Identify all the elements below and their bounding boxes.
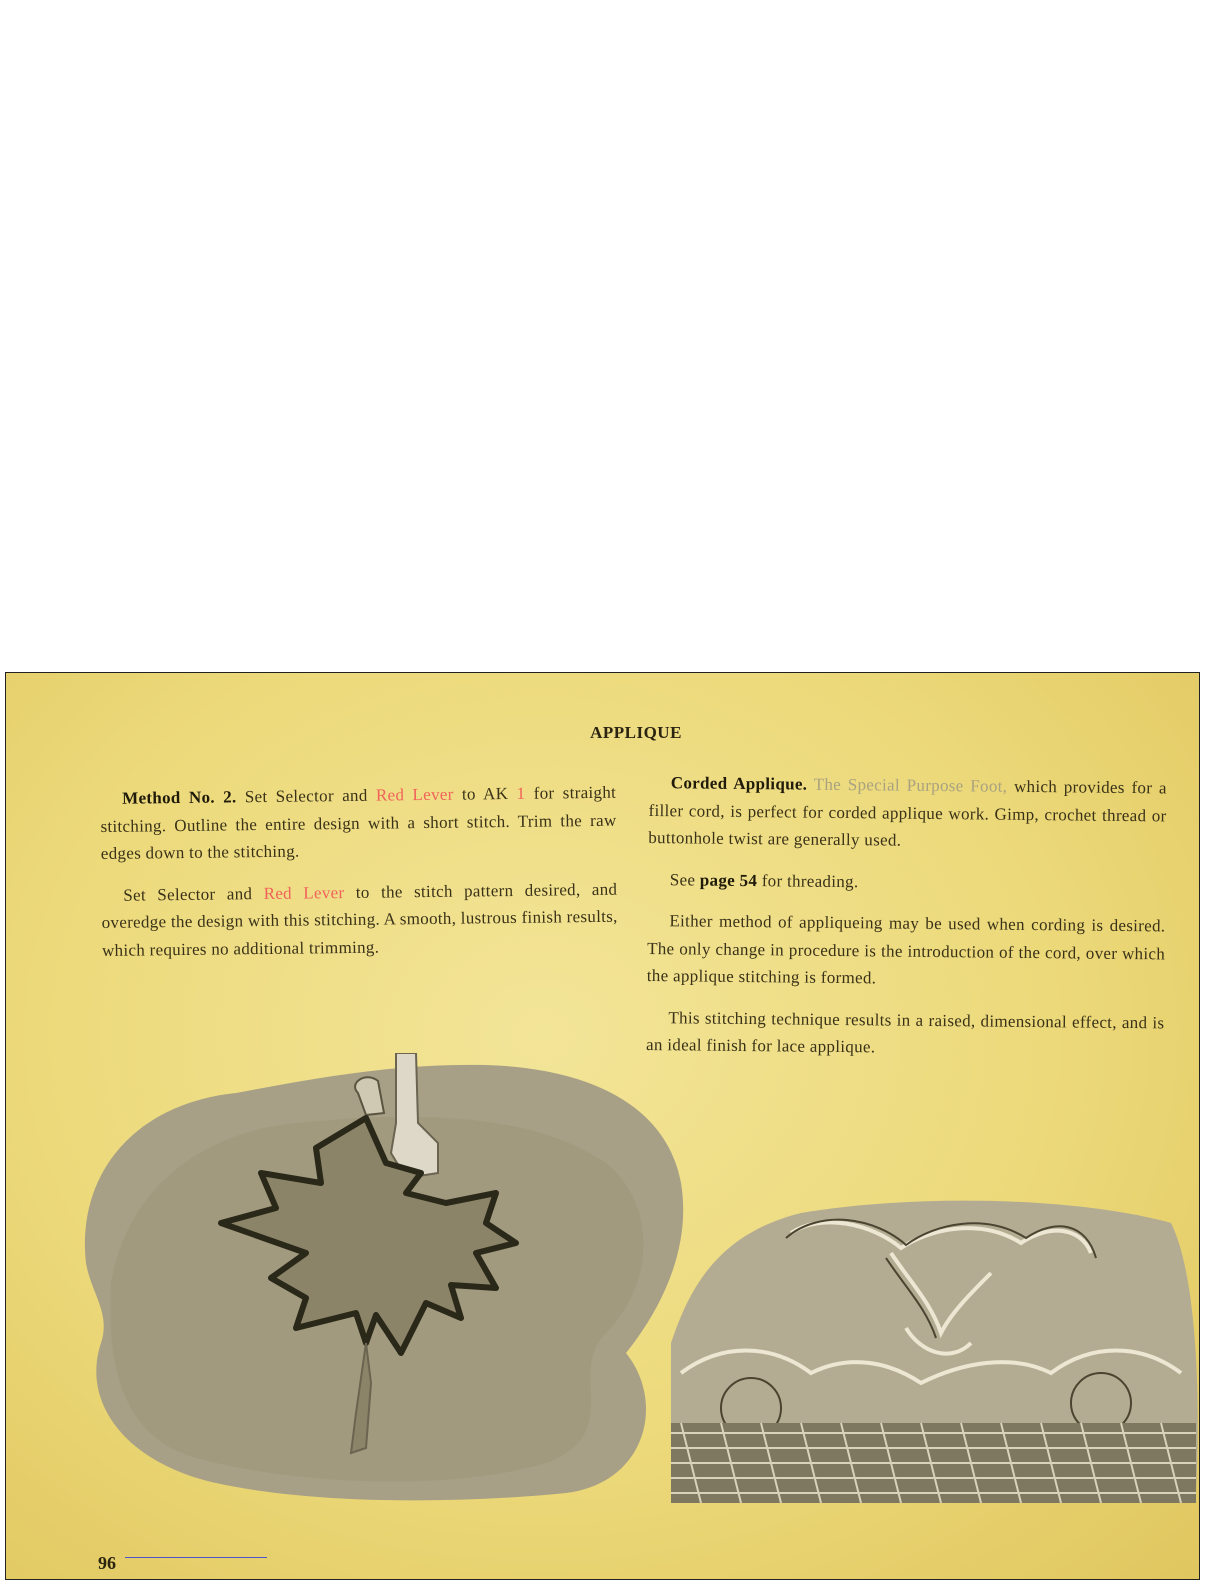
method-2-paragraph (100, 779, 617, 868)
text-span: Set Selector and (123, 883, 264, 905)
text-span: Set Selector and (236, 785, 377, 807)
text-span: for straight stitching. Outline the entire design with a short stitch. Trim the raw edges down to the stitching. (100, 782, 617, 863)
either-method-paragraph: Either method of appliqueing may be used when cording is desired. The only change in procedure is the introduction of the cord, over which the applique stitching is formed. (646, 911, 1166, 988)
text-span: See (669, 869, 700, 890)
red-number-text: 1 (516, 783, 526, 803)
text-span: which provides for a filler cord, is perfect for corded applique work. Gimp, crochet thread or buttonhole twist are generally used. (648, 776, 1167, 850)
text-span: to AK (453, 783, 517, 804)
method-2-lead: Method No. 2. (122, 787, 237, 808)
left-column (100, 779, 618, 978)
page-heading: APPLIQUE (590, 723, 682, 742)
see-page-paragraph (648, 865, 1166, 898)
text-span: for threading. (757, 870, 859, 891)
corded-applique-paragraph (648, 769, 1167, 857)
technique-paragraph: This stitching technique results in a raised, dimensional effect, and is an ideal finish for lace applique. (646, 1007, 1165, 1057)
red-lever-text: Red Lever (263, 882, 345, 903)
leaf-applique-image (66, 1053, 696, 1513)
page-reference: page 54 (699, 870, 758, 890)
red-lever-text: Red Lever (375, 784, 454, 805)
overedge-paragraph (101, 875, 618, 964)
underline-decoration (125, 1557, 267, 1558)
lace-applique-image (661, 1193, 1200, 1513)
right-column (646, 769, 1167, 1078)
corded-applique-lead: Corded Applique. (670, 773, 808, 794)
photo-of-manual-page (5, 672, 1200, 1580)
text-span: to the stitch pattern desired, and overedge the design with this stitching. A smooth, lustrous finish results, which requires no additional trimming. (101, 879, 618, 960)
faint-text: The Special Purpose Foot, (807, 774, 1008, 796)
page-number: 96 (98, 1553, 116, 1573)
